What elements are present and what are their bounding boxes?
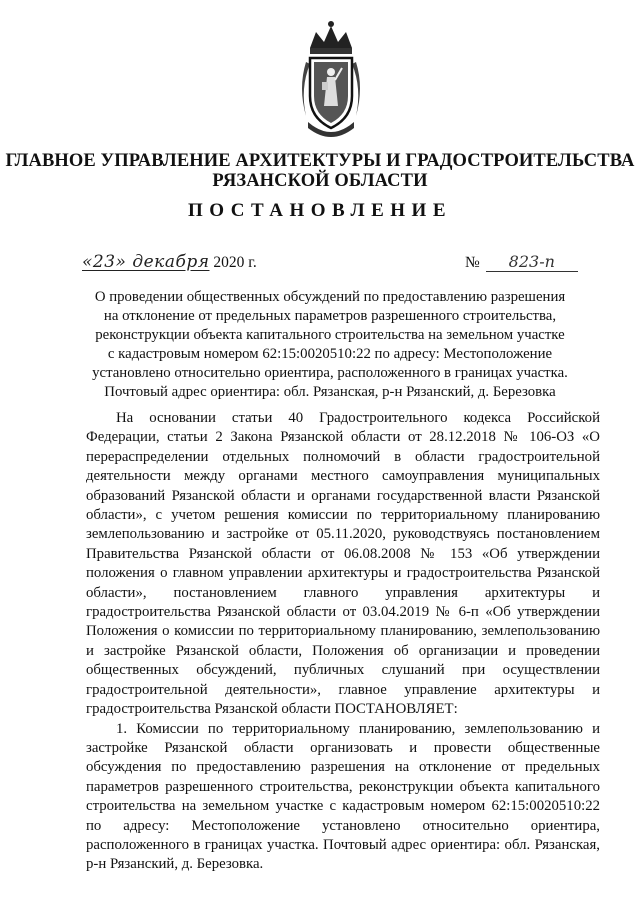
document-number	[465, 252, 578, 272]
subject-line: реконструкции объекта капитального строительства на земельном участке	[95, 327, 565, 343]
document-subject	[60, 288, 600, 402]
subject-line: с кадастровым номером 62:15:0020510:22 по адресу: Местоположение	[107, 346, 553, 362]
date-year: 2020 г.	[213, 254, 257, 271]
ryazan-coat-of-arms-icon	[296, 18, 366, 146]
handwritten-number: 823-п	[486, 252, 578, 272]
preamble-paragraph: На основании статьи 40 Градостроительного кодекса Российской Федерации, статьи 2 Закона Рязанской области от 28.12.2018 № 106-ОЗ «О перераспределении отдельных полномочий в области градостроительной деятельности между органами местного самоуправления муниципальных образований Рязанской области и органами государственной власти Рязанской области», с учетом решения комиссии по территориальному планированию землепользованию и застройке от 05.11.2020, руководствуясь постановлением Правительства Рязанской области от 06.08.2008 № 153 «Об утверждении положения о главном управлении архитектуры и градостроительства Рязанской области», постановлением главного управления архитектуры и градостроительства Рязанской области от 03.04.2019 № 6-п «Об утверждении Положения о комиссии по территориальному планированию, землепользованию и застройке Рязанской области, Положения об организации и проведении общественных обсуждений, публичных слушаний при осуществлении градостроительной деятельности», главное управление архитектуры и градостроительства Рязанской области ПОСТАНОВЛЯЕТ:	[86, 410, 600, 718]
organization-title: ГЛАВНОЕ УПРАВЛЕНИЕ АРХИТЕКТУРЫ И ГРАДОСТРОИТЕЛЬСТВА	[5, 151, 635, 171]
document-date	[82, 252, 257, 272]
organization-region: РЯЗАНСКОЙ ОБЛАСТИ	[212, 171, 428, 191]
document-type: ПОСТАНОВЛЕНИЕ	[187, 200, 453, 221]
subject-line: О проведении общественных обсуждений по предоставлению разрешения	[94, 289, 566, 305]
subject-line: на отклонение от предельных параметров разрешенного строительства,	[103, 308, 557, 324]
subject-line: Почтовый адрес ориентира: обл. Рязанская, р-н Рязанский, д. Березовка	[104, 384, 556, 400]
subject-line: установлено относительно ориентира, расположенного в границах участка.	[92, 365, 568, 381]
handwritten-date: «23» декабря	[82, 252, 210, 272]
item-1-paragraph: 1. Комиссии по территориальному планированию, землепользованию и застройке Рязанской области организовать и провести общественные обсуждения по предоставлению разрешения на отклонение от предельных параметров разрешенного строительства, реконструкции объекта капитального строительства на земельном участке с кадастровым номером 62:15:0020510:22 по адресу: Местоположение установлено относительно ориентира, расположенного в границах участка. Почтовый адрес ориентира: обл. Рязанская, р-н Рязанский, д. Березовка.	[86, 720, 600, 873]
document-body	[86, 409, 600, 875]
number-label: №	[465, 254, 480, 271]
